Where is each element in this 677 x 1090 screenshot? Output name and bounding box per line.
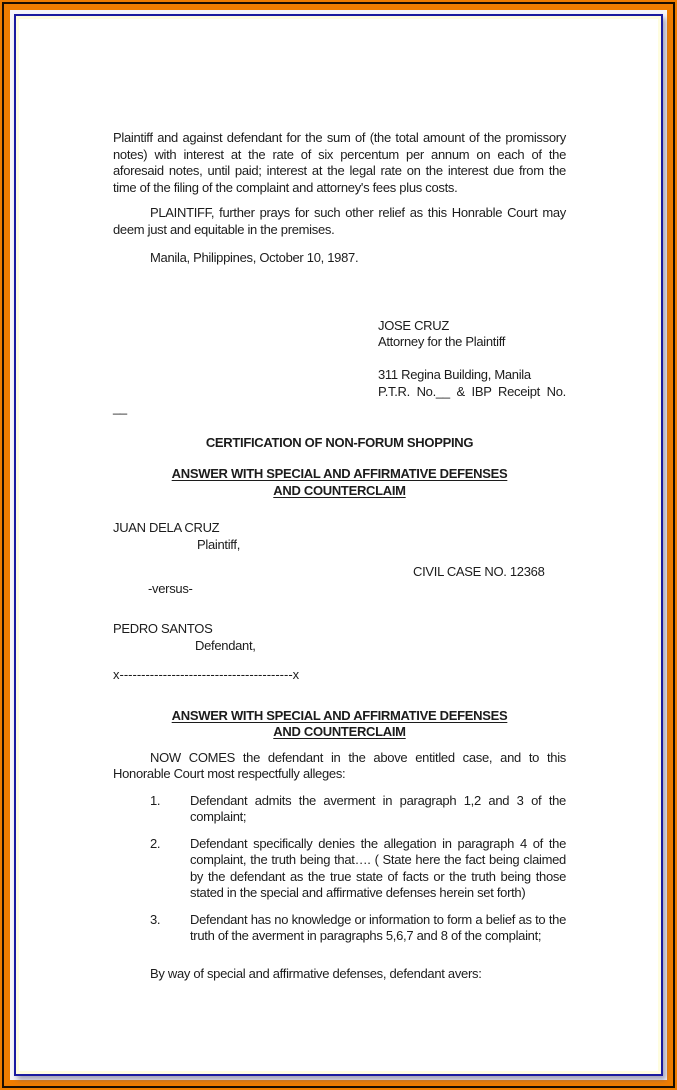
attorney-name: JOSE CRUZ bbox=[378, 317, 449, 333]
allegation-item-3 bbox=[113, 912, 566, 945]
dateline: Manila, Philippines, October 10, 1987. bbox=[150, 250, 359, 265]
answer-heading-body-line2: AND COUNTERCLAIM bbox=[273, 724, 406, 739]
document-content bbox=[16, 16, 661, 982]
answer-heading-body-line1: ANSWER WITH SPECIAL AND AFFIRMATIVE DEFENSES bbox=[171, 707, 508, 723]
prayer-paragraph: PLAINTIFF, further prays for such other relief as this Honrable Court may deem just and equitable in the premises. bbox=[113, 205, 566, 237]
plaintiff-role: Plaintiff, bbox=[197, 536, 241, 552]
allegation-item-2 bbox=[113, 836, 566, 902]
signature-block bbox=[378, 318, 566, 401]
allegation-number: 2. bbox=[150, 835, 161, 851]
defendant-role: Defendant, bbox=[195, 637, 256, 653]
attorney-address: 311 Regina Building, Manila bbox=[378, 367, 531, 382]
caption-separator-line: x----------------------------------------x bbox=[113, 667, 300, 682]
allegation-item-1 bbox=[113, 793, 566, 826]
answer-heading-top-line1: ANSWER WITH SPECIAL AND AFFIRMATIVE DEFENSES bbox=[171, 466, 508, 481]
allegation-text: Defendant specifically denies the allegation in paragraph 4 of the complaint, the truth being that…. ( State here the fact being claimed by the defendant as the true state of facts or the truth being those stated in the special and affirmative defenses herein set forth) bbox=[190, 835, 566, 900]
now-comes-paragraph: NOW COMES the defendant in the above entitled case, and to this Honorable Court most respectfully alleges: bbox=[113, 749, 566, 781]
case-caption bbox=[113, 520, 566, 684]
attorney-title: Attorney for the Plaintiff bbox=[378, 334, 506, 349]
allegation-text: Defendant has no knowledge or information to form a belief as to the truth of the averment in paragraphs 5,6,7 and 8 of the complaint; bbox=[190, 911, 566, 943]
answer-heading-body bbox=[113, 708, 566, 741]
ptr-ibp-line: P.T.R. No.__ & IBP Receipt No. bbox=[378, 383, 566, 399]
defenses-intro: By way of special and affirmative defenses, defendant avers: bbox=[150, 965, 482, 981]
answer-heading-top-line2: AND COUNTERCLAIM bbox=[273, 482, 406, 498]
certification-heading: CERTIFICATION OF NON-FORUM SHOPPING bbox=[205, 434, 474, 450]
answer-heading-top bbox=[113, 466, 566, 499]
decorative-frame-black-line bbox=[2, 2, 675, 1088]
allegation-text: Defendant admits the averment in paragraph 1,2 and 3 of the complaint; bbox=[190, 792, 566, 824]
page-gutter bbox=[10, 10, 667, 1080]
allegation-number: 1. bbox=[150, 792, 161, 808]
civil-case-number: CIVIL CASE NO. 12368 bbox=[413, 564, 545, 579]
allegation-number: 3. bbox=[150, 911, 161, 927]
signature-spacer bbox=[378, 351, 566, 368]
document-page bbox=[14, 14, 663, 1076]
continuation-paragraph: Plaintiff and against defendant for the sum of (the total amount of the promissory notes) with interest at the rate of six percentum per annum on each of the aforesaid notes, until paid; interest at the legal rate on the interest due from the time of the filing of the complaint and attorney's fees plus costs. bbox=[113, 130, 566, 195]
versus-label: -versus- bbox=[148, 580, 193, 596]
defendant-name: PEDRO SANTOS bbox=[113, 621, 213, 636]
plaintiff-name: JUAN DELA CRUZ bbox=[113, 520, 220, 535]
ptr-line-continuation: __ bbox=[113, 400, 127, 415]
